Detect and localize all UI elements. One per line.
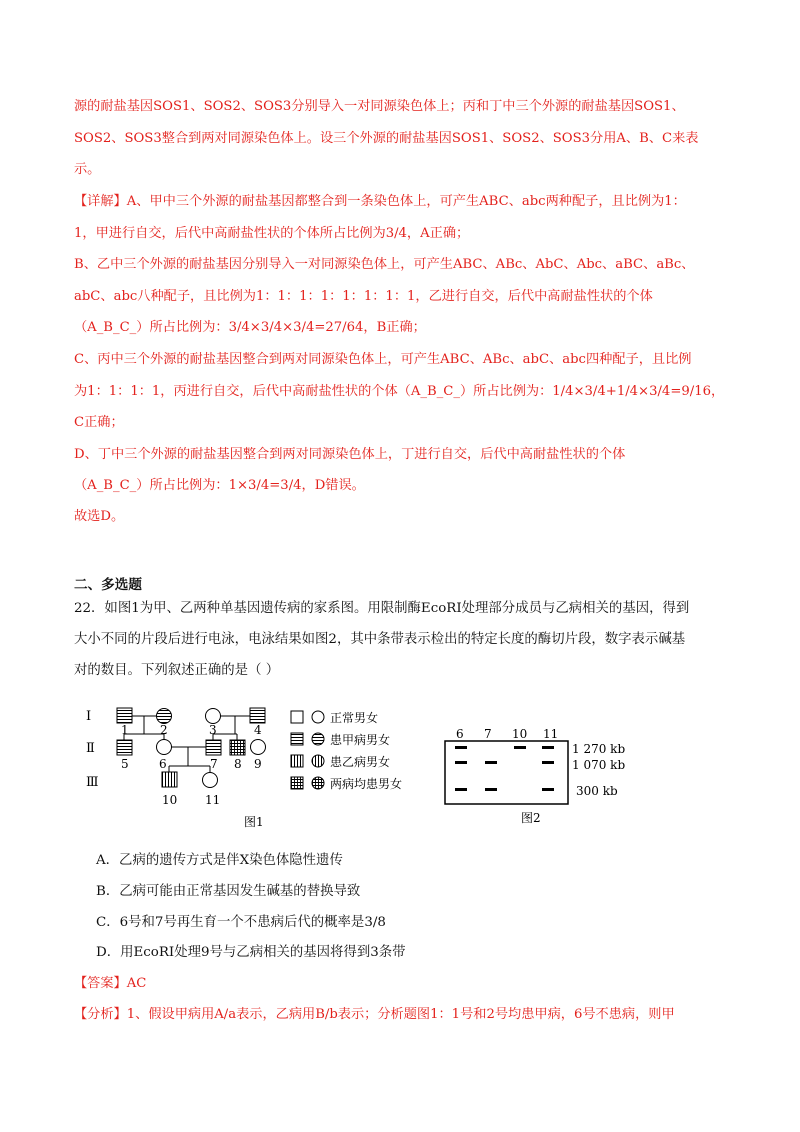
individual-number: 2 — [160, 723, 168, 737]
band-lane6-300 — [455, 788, 467, 791]
question-line: 22．如图1为甲、乙两种单基因遗传病的家系图。用限制酶EcoRⅠ处理部分成员与乙病相关的基因，得到 — [74, 601, 690, 616]
legend-label: 患乙病男女 — [330, 755, 391, 769]
individual-number: 11 — [205, 793, 221, 807]
individual-number: 8 — [234, 757, 242, 771]
explanation-line: C正确； — [74, 415, 124, 430]
individual-4-affected-a-male — [250, 708, 265, 723]
individual-3-normal-female — [206, 709, 221, 724]
individual-9-normal-female — [251, 740, 266, 755]
legend-affected-both-female — [312, 777, 324, 789]
explanation-line: 故选D。 — [74, 509, 125, 524]
individual-number: 7 — [210, 757, 218, 771]
legend-affected-both-male — [291, 777, 303, 789]
individual-6-normal-female — [157, 740, 172, 755]
generation-label: Ⅰ — [86, 709, 92, 724]
explanation-line: B、乙中三个外源的耐盐基因分别导入一对同源染色体上，可产生ABC、ABc、AbC、Abc、aBC、aBc、 — [74, 257, 695, 272]
option-a: A．乙病的遗传方式是伴X染色体隐性遗传 — [96, 853, 343, 868]
legend-affected-b-male — [291, 755, 303, 767]
individual-8-affected-both-male — [230, 740, 245, 755]
pedigree-figure — [80, 700, 460, 835]
explanation-line: 【详解】A、甲中三个外源的耐盐基因都整合到一条染色体上，可产生ABC、abc两种配子，且比例为1： — [74, 194, 686, 209]
band-lane7-300 — [485, 788, 497, 791]
option-b: B．乙病可能由正常基因发生碱基的替换导致 — [96, 884, 361, 899]
legend-affected-a-male — [291, 733, 303, 745]
lane-label: 10 — [512, 727, 528, 741]
legend-affected-b-female — [312, 755, 324, 767]
generation-label: Ⅲ — [86, 775, 99, 790]
lane-label: 7 — [484, 727, 492, 741]
question-line: 对的数目。下列叙述正确的是（ ） — [74, 663, 280, 678]
explanation-line: D、丁中三个外源的耐盐基因整合到两对同源染色体上，丁进行自交，后代中高耐盐性状的个体 — [74, 447, 626, 462]
lane-label: 6 — [456, 727, 464, 741]
individual-5-affected-a-male — [117, 740, 132, 755]
explanation-line: （A_B_C_）所占比例为：1×3/4=3/4，D错误。 — [74, 478, 365, 493]
individual-number: 6 — [159, 757, 167, 771]
legend-normal-male — [291, 711, 303, 723]
individual-number: 9 — [254, 757, 262, 771]
analysis-line: 【分析】1、假设甲病用A/a表示，乙病用B/b表示；分析题图1：1号和2号均患甲病，6号不患病，则甲 — [74, 1007, 675, 1022]
band-lane11-1270 — [542, 746, 554, 749]
band-lane6-1270 — [455, 746, 467, 749]
band-lane10-1270 — [514, 746, 526, 749]
section-heading: 二、多选题 — [74, 577, 142, 593]
generation-label: Ⅱ — [86, 741, 95, 756]
question-line: 大小不同的片段后进行电泳，电泳结果如图2，其中条带表示检出的特定长度的酶切片段，数字表示碱基 — [74, 632, 686, 647]
individual-1-affected-a-male — [117, 708, 132, 723]
gel-frame — [445, 741, 568, 804]
band-lane6-1070 — [455, 761, 467, 764]
answer-line: 【答案】AC — [74, 976, 147, 991]
explanation-line: 示。 — [74, 162, 101, 177]
lane-label: 11 — [543, 727, 559, 741]
individual-10-affected-b-male — [162, 772, 177, 787]
individual-number: 1 — [121, 723, 129, 737]
figure2-caption: 图2 — [521, 811, 541, 825]
individual-number: 3 — [209, 723, 217, 737]
explanation-line: 1，甲进行自交，后代中高耐盐性状的个体所占比例为3/4，A正确； — [74, 226, 470, 241]
band-lane11-300 — [542, 788, 554, 791]
option-d: D．用EcoRⅠ处理9号与乙病相关的基因将得到3条带 — [96, 945, 406, 960]
explanation-line: 源的耐盐基因SOS1、SOS2、SOS3分别导入一对同源染色体上；丙和丁中三个外源的耐盐基因SOS1、 — [74, 99, 685, 114]
individual-7-affected-a-male — [206, 740, 221, 755]
individual-number: 4 — [254, 723, 262, 737]
explanation-line: （A_B_C_）所占比例为：3/4×3/4×3/4=27/64，B正确； — [74, 320, 426, 335]
individual-number: 10 — [162, 793, 178, 807]
individual-number: 5 — [121, 757, 129, 771]
band-size-label: 1 270 kb — [572, 742, 626, 756]
figure1-caption: 图1 — [244, 815, 264, 829]
legend-affected-a-female — [312, 733, 324, 745]
electrophoresis-figure — [440, 724, 670, 834]
explanation-line: abC、abc八种配子，且比例为1：1：1：1：1：1：1：1，乙进行自交，后代中高耐盐性状的个体 — [74, 289, 653, 304]
band-size-label: 300 kb — [576, 784, 618, 798]
explanation-line: 为1：1：1：1，丙进行自交，后代中高耐盐性状的个体（A_B_C_）所占比例为：1/4×3/4+1/4×3/4=9/16， — [74, 384, 725, 399]
individual-2-affected-a-female — [157, 709, 172, 724]
band-lane11-1070 — [542, 761, 554, 764]
legend-label: 患甲病男女 — [330, 733, 391, 747]
band-size-label: 1 070 kb — [572, 758, 626, 772]
band-lane7-1070 — [485, 761, 497, 764]
legend-normal-female — [312, 711, 324, 723]
option-c: C．6号和7号再生育一个不患病后代的概率是3/8 — [96, 915, 386, 930]
legend-label: 正常男女 — [330, 711, 379, 725]
explanation-line: SOS2、SOS3整合到两对同源染色体上。设三个外源的耐盐基因SOS1、SOS2、SOS3分用A、B、C来表 — [74, 131, 699, 146]
individual-11-normal-female — [203, 773, 218, 788]
legend-label: 两病均患男女 — [330, 777, 403, 791]
explanation-line: C、丙中三个外源的耐盐基因整合到两对同源染色体上，可产生ABC、ABc、abC、abc四种配子，且比例 — [74, 352, 692, 367]
